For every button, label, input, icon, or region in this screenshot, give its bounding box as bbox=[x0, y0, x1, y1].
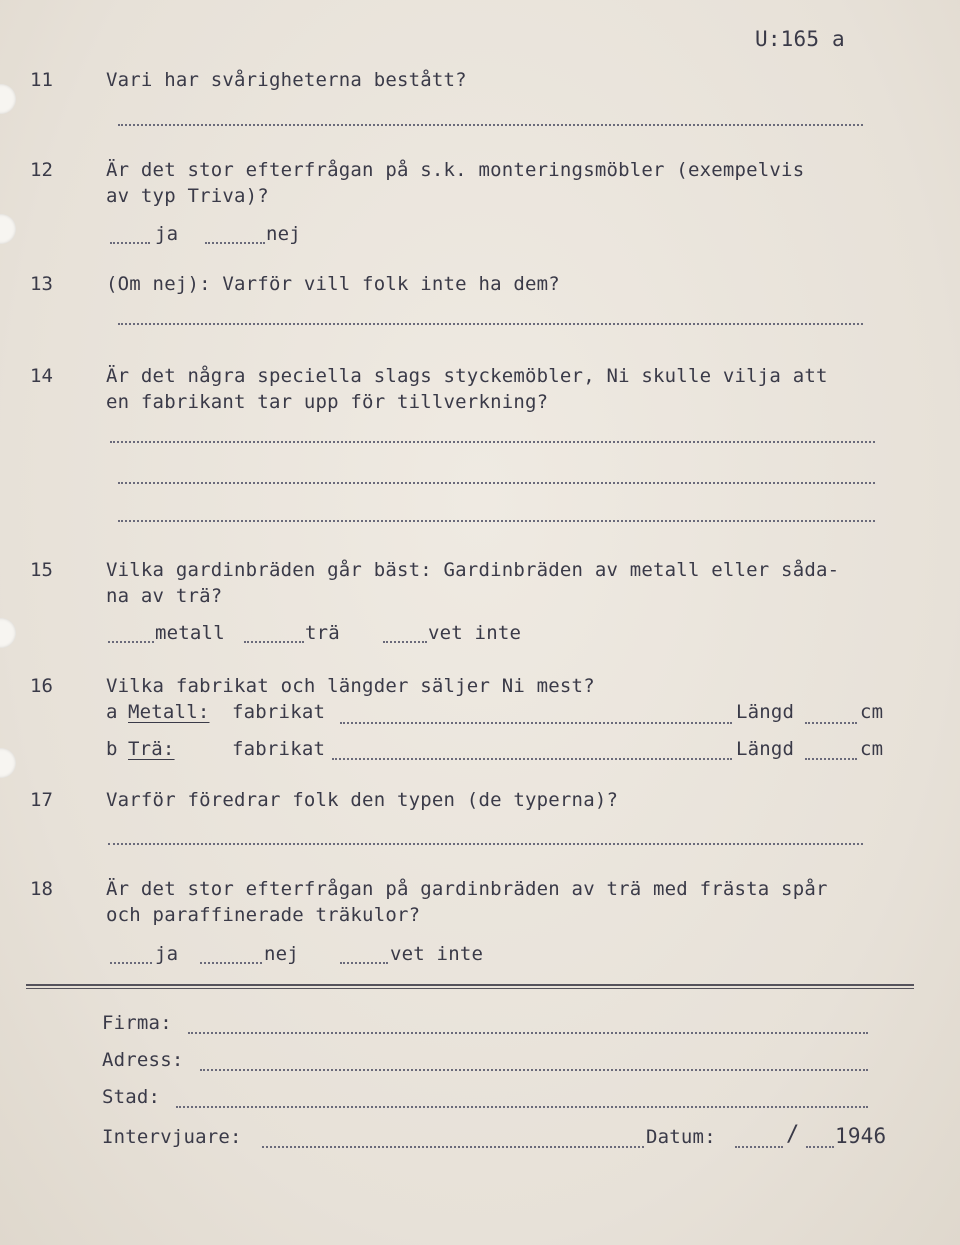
question-18-line2: och paraffinerade träkulor? bbox=[106, 904, 421, 926]
option-metall-label: metall bbox=[155, 622, 225, 644]
option-vet-inte-label: vet inte bbox=[390, 943, 484, 965]
option-nej-label: nej bbox=[264, 943, 299, 965]
checkbox-tra-15[interactable] bbox=[244, 641, 304, 643]
question-16-text: Vilka fabrikat och längder säljer Ni mest? bbox=[106, 675, 595, 697]
checkbox-vet-inte-15[interactable] bbox=[383, 641, 427, 643]
question-12-line1: Är det stor efterfrågan på s.k. monteringsmöbler (exempelvis bbox=[106, 159, 805, 181]
option-ja-label: ja bbox=[155, 943, 179, 965]
intervjuare-field[interactable] bbox=[262, 1146, 644, 1148]
question-18-line1: Är det stor efterfrågan på gardinbräden av trä med frästa spår bbox=[106, 878, 828, 900]
section-divider bbox=[26, 984, 914, 986]
row-a-material: Metall: bbox=[128, 701, 210, 723]
question-14-line1: Är det några speciella slags styckemöbler, Ni skulle vilja att bbox=[106, 365, 828, 387]
question-15-line1: Vilka gardinbräden går bäst: Gardinbräden av metall eller såda- bbox=[106, 559, 840, 581]
adress-field[interactable] bbox=[200, 1069, 868, 1071]
checkbox-metall-15[interactable] bbox=[108, 641, 154, 643]
punch-hole bbox=[0, 214, 16, 244]
row-b-unit: cm bbox=[860, 738, 884, 760]
answer-line-17[interactable] bbox=[108, 843, 863, 845]
checkbox-ja-18[interactable] bbox=[110, 962, 152, 964]
question-number: 18 bbox=[30, 878, 53, 900]
question-number: 14 bbox=[30, 365, 53, 387]
question-number: 13 bbox=[30, 273, 53, 295]
checkbox-nej-12[interactable] bbox=[205, 242, 265, 244]
punch-hole bbox=[0, 618, 16, 648]
answer-line-14c[interactable] bbox=[118, 520, 875, 522]
datum-label: Datum: bbox=[646, 1126, 716, 1148]
question-17-text: Varför föredrar folk den typen (de typerna)? bbox=[106, 789, 619, 811]
datum-month-field[interactable] bbox=[806, 1146, 834, 1148]
answer-line-11[interactable] bbox=[118, 124, 863, 126]
question-number: 15 bbox=[30, 559, 53, 581]
row-a-unit: cm bbox=[860, 701, 884, 723]
datum-year: 1946 bbox=[835, 1124, 887, 1148]
firma-label: Firma: bbox=[102, 1012, 172, 1034]
answer-line-14b[interactable] bbox=[118, 482, 875, 484]
stad-field[interactable] bbox=[176, 1106, 868, 1108]
option-nej-label: nej bbox=[266, 223, 301, 245]
question-number: 12 bbox=[30, 159, 53, 181]
checkbox-nej-18[interactable] bbox=[200, 962, 262, 964]
punch-hole bbox=[0, 748, 16, 778]
length-field-b[interactable] bbox=[805, 758, 857, 760]
question-14-line2: en fabrikant tar upp för tillverkning? bbox=[106, 391, 549, 413]
question-12-line2: av typ Triva)? bbox=[106, 185, 269, 207]
checkbox-ja-12[interactable] bbox=[110, 242, 150, 244]
row-b-prefix: b bbox=[106, 738, 118, 760]
question-number: 17 bbox=[30, 789, 53, 811]
option-vet-inte-label: vet inte bbox=[428, 622, 522, 644]
option-ja-label: ja bbox=[155, 223, 179, 245]
punch-hole bbox=[0, 84, 16, 114]
stad-label: Stad: bbox=[102, 1086, 161, 1108]
row-a-prefix: a bbox=[106, 701, 118, 723]
adress-label: Adress: bbox=[102, 1049, 184, 1071]
intervjuare-label: Intervjuare: bbox=[102, 1126, 242, 1148]
row-b-length-label: Längd bbox=[736, 738, 795, 760]
firma-field[interactable] bbox=[188, 1032, 868, 1034]
option-tra-label: trä bbox=[305, 622, 340, 644]
answer-line-13[interactable] bbox=[118, 323, 863, 325]
document-reference: U:165 a bbox=[755, 27, 845, 51]
row-b-fabrikat-label: fabrikat bbox=[232, 738, 326, 760]
length-field-a[interactable] bbox=[805, 722, 857, 724]
row-a-fabrikat-label: fabrikat bbox=[232, 701, 326, 723]
question-number: 11 bbox=[30, 69, 53, 91]
row-a-length-label: Längd bbox=[736, 701, 795, 723]
section-divider bbox=[26, 988, 914, 989]
question-15-line2: na av trä? bbox=[106, 585, 223, 607]
datum-separator: / bbox=[786, 1122, 800, 1147]
checkbox-vet-inte-18[interactable] bbox=[340, 962, 388, 964]
fabrikat-field-b[interactable] bbox=[332, 758, 732, 760]
question-13-text: (Om nej): Varför vill folk inte ha dem? bbox=[106, 273, 560, 295]
question-number: 16 bbox=[30, 675, 53, 697]
question-11-text: Vari har svårigheterna bestått? bbox=[106, 69, 467, 91]
fabrikat-field-a[interactable] bbox=[340, 722, 732, 724]
datum-day-field[interactable] bbox=[735, 1146, 783, 1148]
row-b-material: Trä: bbox=[128, 738, 175, 760]
answer-line-14a[interactable] bbox=[110, 441, 875, 443]
